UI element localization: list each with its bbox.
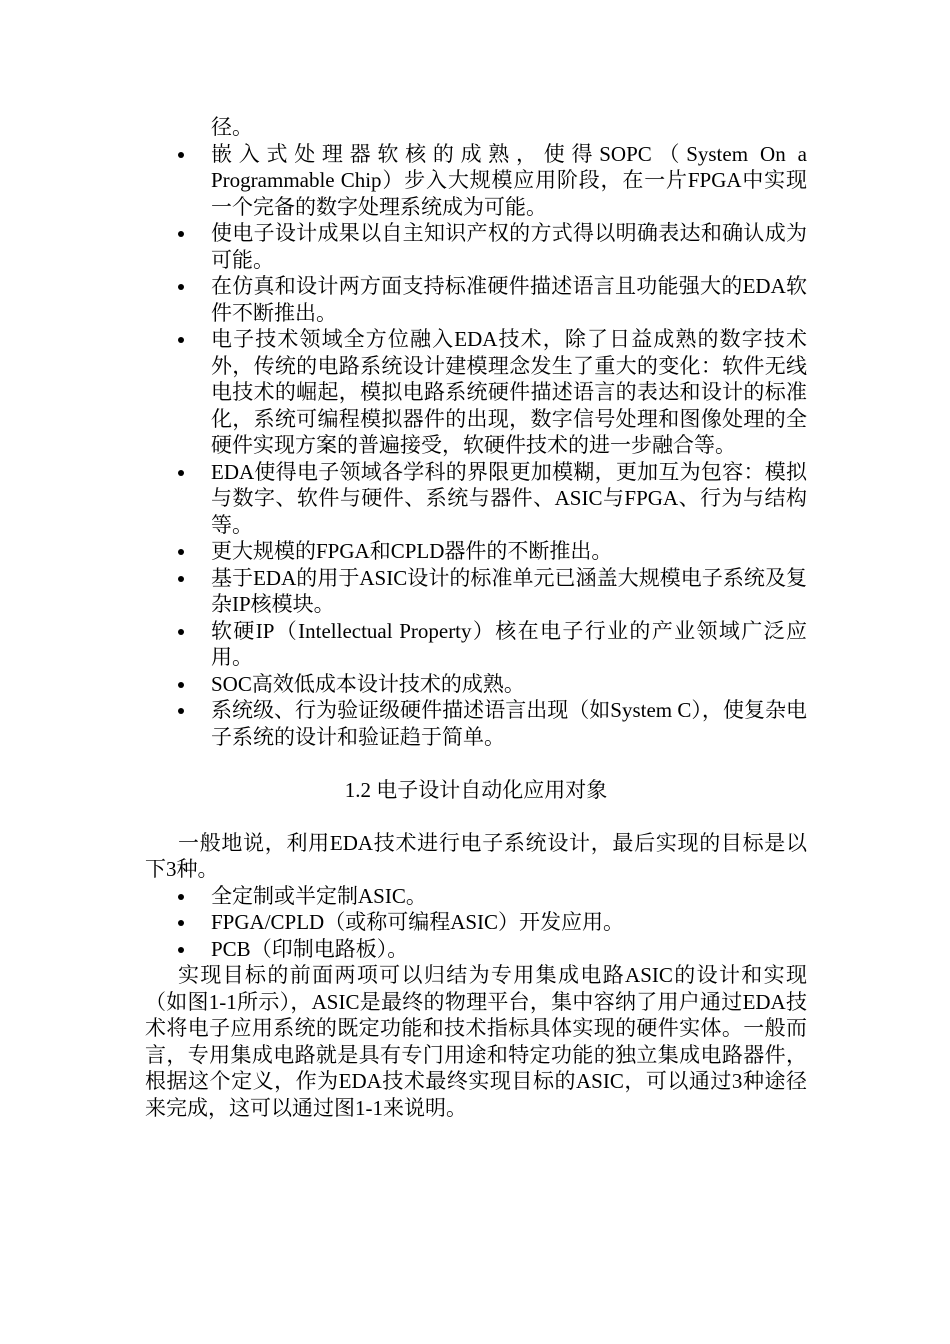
section-heading: 1.2 电子设计自动化应用对象 — [344, 778, 608, 802]
list-item — [145, 936, 807, 963]
list-item-text: PCB（印制电路板）。 — [211, 936, 409, 961]
list-item — [145, 671, 807, 698]
list-item-text: 软硬IP（Intellectual Property）核在电子行业的产业领域广泛应用。 — [211, 618, 807, 669]
list-item-text: 更大规模的FPGA和CPLD器件的不断推出。 — [211, 539, 613, 563]
bullet-icon — [178, 682, 184, 688]
list-item-text: FPGA/CPLD（或称可编程ASIC）开发应用。 — [211, 910, 625, 934]
list-item-text: SOC高效低成本设计技术的成熟。 — [211, 671, 525, 696]
list-item — [145, 883, 807, 910]
list-item — [145, 909, 807, 936]
intro-paragraph: 一般地说，利用EDA技术进行电子系统设计，最后实现的目标是以下3种。 — [145, 830, 807, 881]
bullet-icon — [178, 284, 184, 290]
list-item-text: 系统级、行为验证级硬件描述语言出现（如System C），使复杂电子系统的设计和验证趋于简单。 — [211, 698, 807, 749]
list-item — [145, 273, 807, 326]
continuation-text: 径。 — [211, 115, 253, 139]
bullet-icon — [178, 894, 184, 900]
list-item — [145, 141, 807, 221]
list-item-text: 嵌入式处理器软核的成熟，使得SOPC（System On a Programmable Chip）步入大规模应用阶段，在一片FPGA中实现一个完备的数字处理系统成为可能。 — [211, 141, 807, 219]
list-item — [145, 220, 807, 273]
bullet-icon — [178, 920, 184, 926]
document-page — [145, 114, 807, 1121]
bullet-icon — [178, 337, 184, 343]
feature-list — [145, 141, 807, 751]
bullet-icon — [178, 947, 184, 953]
bullet-icon — [178, 231, 184, 237]
list-item — [145, 565, 807, 618]
bullet-icon — [178, 152, 184, 158]
body-paragraph: 实现目标的前面两项可以归结为专用集成电路ASIC的设计和实现（如图1-1所示），ASIC是最终的物理平台，集中容纳了用户通过EDA技术将电子应用系统的既定功能和技术指标具体实现的硬件实体。一般而言，专用集成电路就是具有专门用途和特定功能的独立集成电路器件，根据这个定义，作为EDA技术最终实现目标的ASIC，可以通过3种途径来完成，这可以通过图1-1来说明。 — [145, 963, 807, 1120]
bullet-icon — [178, 576, 184, 582]
bullet-icon — [178, 629, 184, 635]
list-item — [145, 459, 807, 539]
list-item — [145, 538, 807, 565]
list-item-text: 全定制或半定制ASIC。 — [211, 883, 427, 908]
list-item-text: EDA使得电子领域各学科的界限更加模糊，更加互为包容：模拟与数字、软件与硬件、系统与器件、ASIC与FPGA、行为与结构等。 — [211, 459, 807, 537]
list-item — [145, 697, 807, 750]
list-item-text: 基于EDA的用于ASIC设计的标准单元已涵盖大规模电子系统及复杂IP核模块。 — [211, 565, 807, 616]
target-list — [145, 883, 807, 963]
list-item-text: 在仿真和设计两方面支持标准硬件描述语言且功能强大的EDA软件不断推出。 — [211, 274, 808, 325]
list-item-text: 使电子设计成果以自主知识产权的方式得以明确表达和确认成为可能。 — [211, 221, 807, 272]
bullet-icon — [178, 549, 184, 555]
list-item-text: 电子技术领域全方位融入EDA技术，除了日益成熟的数字技术外，传统的电路系统设计建模理念发生了重大的变化：软件无线电技术的崛起，模拟电路系统硬件描述语言的表达和设计的标准化，系统可编程模拟器件的出现，数字信号处理和图像处理的全硬件实现方案的普遍接受，软硬件技术的进一步融合等。 — [211, 327, 807, 457]
list-item — [145, 326, 807, 459]
list-item — [145, 618, 807, 671]
bullet-icon — [178, 470, 184, 476]
bullet-icon — [178, 708, 184, 714]
